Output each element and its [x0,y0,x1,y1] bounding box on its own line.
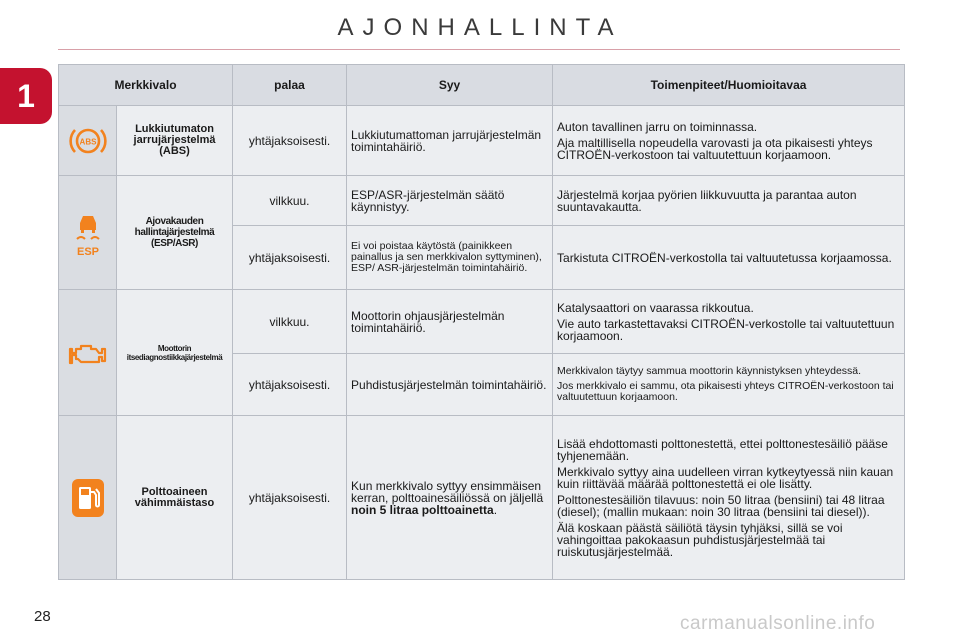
esp-icon-cell [59,176,117,290]
abs-note: Auton tavallinen jarru on toiminnassa. [557,119,758,134]
watermark: carmanualsonline.info [680,613,876,634]
table-row [59,290,905,354]
header-merkkivalo: Merkkivalo [59,65,233,106]
esp-note-b: Tarkistuta CITROËN-verkostolla tai valtuutetussa korjaamossa. [553,226,905,290]
abs-icon-cell [59,106,117,176]
page-number: 28 [34,608,51,625]
engine-notes-a [553,290,905,354]
fuel-name: Polttoaineen vähimmäistaso [117,416,233,580]
fuel-syy-end: . [493,502,498,517]
esp-syy-b: Ei voi poistaa käytöstä (painikkeen painallus ja sen merkkivalon syttyminen), ESP/ ASR-järjestelmän toimintahäiriö. [347,226,553,290]
engine-notes-b [553,354,905,416]
engine-note: Merkkivalon täytyy sammua moottorin käynnistyksen yhteydessä. [557,365,862,377]
header-palaa: palaa [233,65,347,106]
engine-syy-a: Moottorin ohjausjärjestelmän toimintahäiriö. [347,290,553,354]
engine-palaa-a: vilkkuu. [233,290,347,354]
fuel-note: Merkkivalo syttyy aina uudelleen virran kytkeytyessä niin kauan kuin riittävää määrää polttonestettä ei ole lisätty. [557,464,894,491]
engine-check-icon [68,338,108,368]
esp-syy-a: ESP/ASR-järjestelmän säätö käynnistyy. [347,176,553,226]
fuel-syy [347,416,553,580]
abs-notes [553,106,905,176]
abs-name: Lukkiutumaton jarrujärjestelmä (ABS) [117,106,233,176]
fuel-note: Lisää ehdottomasti polttonestettä, ettei polttonestesäiliö pääse tyhjenemään. [557,436,888,463]
table-row [59,176,905,226]
abs-syy: Lukkiutumattoman jarrujärjestelmän toimintahäiriö. [347,106,553,176]
chapter-tab: 1 [0,68,52,124]
engine-icon-cell [59,290,117,416]
engine-name: Moottorin itsediagnostiikkajärjestelmä [117,290,233,416]
warning-lights-table [58,64,905,580]
table-row [59,416,905,580]
table-row [59,106,905,176]
engine-syy-b: Puhdistusjärjestelmän toimintahäiriö. [347,354,553,416]
fuel-palaa: yhtäjaksoisesti. [233,416,347,580]
engine-note: Katalysaattori on vaarassa rikkoutua. [557,300,754,315]
svg-text:ABS: ABS [79,137,96,146]
header-syy: Syy [347,65,553,106]
esp-skid-icon [70,209,106,257]
fuel-notes [553,416,905,580]
page-title: AJONHALLINTA [337,14,623,41]
abs-palaa: yhtäjaksoisesti. [233,106,347,176]
fuel-syy-bold: noin 5 litraa polttoainetta [351,502,494,517]
engine-palaa-b: yhtäjaksoisesti. [233,354,347,416]
table-header-row [59,65,905,106]
fuel-pump-icon [71,478,105,518]
esp-palaa-a: vilkkuu. [233,176,347,226]
title-divider [58,49,900,50]
engine-note: Jos merkkivalo ei sammu, ota pikaisesti yhteys CITROËN-verkostoon tai valtuutettuun korjaamoon. [557,380,894,403]
fuel-note: Polttonestesäiliön tilavuus: noin 50 litraa (bensiini) tai 48 litraa (diesel); (mallin mukaan: noin 30 litraa (bensiini tai diesel)). [557,492,885,519]
esp-palaa-b: yhtäjaksoisesti. [233,226,347,290]
abs-warning-icon [68,124,108,158]
engine-note: Vie auto tarkastettavaksi CITROËN-verkostolle tai valtuutettuun korjaamoon. [557,316,895,343]
esp-note-a: Järjestelmä korjaa pyörien liikkuvuutta ja parantaa auton suuntavakautta. [553,176,905,226]
esp-name: Ajovakauden hallintajärjestelmä (ESP/ASR) [117,176,233,290]
fuel-syy-text: Kun merkkivalo syttyy ensimmäisen kerran, polttoainesäiliössä on jäljellä [351,478,544,505]
fuel-note: Älä koskaan päästä säiliötä täysin tyhjäksi, sillä se voi vahingoittaa pakokaasun puhdistusjärjestelmää tai ruiskutusjärjestelmää. [557,520,843,559]
esp-icon-label: ESP [76,245,99,257]
abs-note: Aja maltillisella nopeudella varovasti ja ota pikaisesti yhteys CITROËN-verkostoon tai valtuutettuun korjaamoon. [557,135,873,162]
fuel-icon-cell [59,416,117,580]
header-toimenpiteet: Toimenpiteet/Huomioitavaa [553,65,905,106]
